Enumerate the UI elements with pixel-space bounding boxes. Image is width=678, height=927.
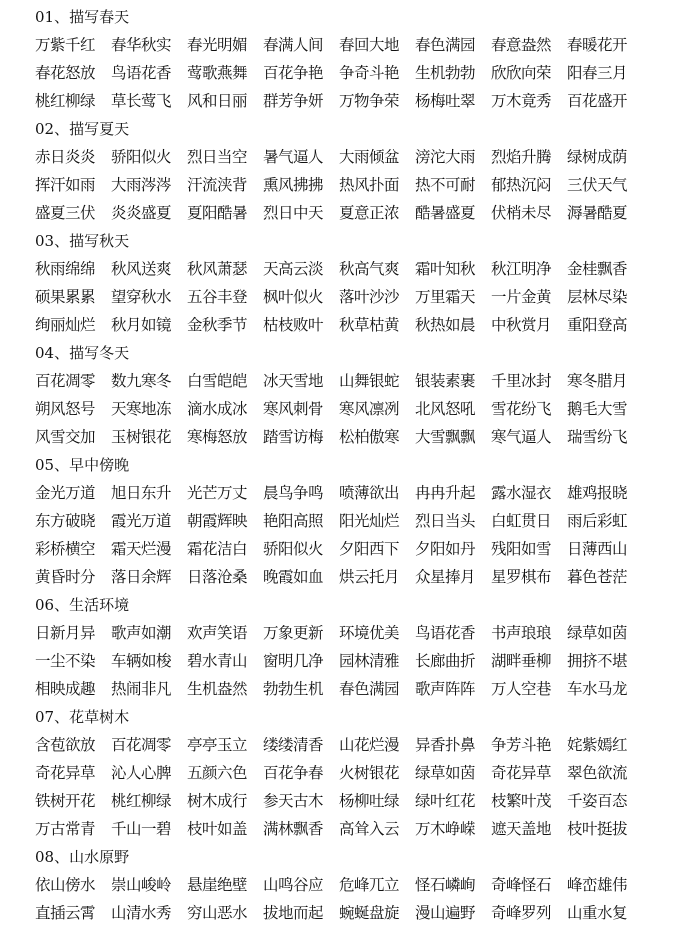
phrase: 寒风刺骨: [263, 400, 324, 418]
phrase: 异香扑鼻: [415, 736, 476, 754]
phrase: 春满人间: [263, 36, 324, 54]
phrase-row: [35, 367, 675, 395]
phrase: 晨鸟争鸣: [263, 484, 324, 502]
phrase: 滴水成冰: [187, 400, 248, 418]
phrase: 绿草如茵: [567, 624, 628, 642]
phrase: 热闹非凡: [111, 680, 172, 698]
phrase: 暑气逼人: [263, 148, 324, 166]
phrase-row: [35, 731, 675, 759]
phrase: 鹅毛大雪: [567, 400, 628, 418]
phrase: 万紫千红: [35, 36, 96, 54]
phrase: 寒冬腊月: [567, 372, 628, 390]
phrase: 秋月如镜: [111, 316, 172, 334]
phrase: 绿树成荫: [567, 148, 628, 166]
phrase-row: [35, 255, 675, 283]
phrase: 夏意正浓: [339, 204, 400, 222]
phrase: 骄阳似火: [263, 540, 324, 558]
section: [35, 591, 675, 703]
phrase: 日落沧桑: [187, 568, 248, 586]
phrase: 寒气逼人: [491, 428, 552, 446]
phrase: 枝叶如盖: [187, 820, 248, 838]
phrase: 众星捧月: [415, 568, 476, 586]
phrase: 盛夏三伏: [35, 204, 96, 222]
section: [35, 227, 675, 339]
phrase: 重阳登高: [567, 316, 628, 334]
section-title: 01、描写春天: [35, 8, 130, 26]
phrase-row: [35, 283, 675, 311]
phrase: 暮色苍茫: [567, 568, 628, 586]
phrase: 拥挤不堪: [567, 652, 628, 670]
phrase: 翠色欲流: [567, 764, 628, 782]
phrase: 北风怒吼: [415, 400, 476, 418]
phrase: 热风扑面: [339, 176, 400, 194]
phrase-row: [35, 171, 675, 199]
phrase: 枫叶似火: [263, 288, 324, 306]
phrase: 山花烂漫: [339, 736, 400, 754]
phrase: 东方破晓: [35, 512, 96, 530]
phrase: 雪花纷飞: [491, 400, 552, 418]
phrase: 汗流浃背: [187, 176, 248, 194]
phrase: 日薄西山: [567, 540, 628, 558]
phrase: 群芳争妍: [263, 92, 324, 110]
phrase: 遮天盖地: [491, 820, 552, 838]
phrase: 数九寒冬: [111, 372, 172, 390]
phrase: 万物争荣: [339, 92, 400, 110]
phrase: 一尘不染: [35, 652, 96, 670]
phrase-row: [35, 59, 675, 87]
section: [35, 339, 675, 451]
phrase: 秋风萧瑟: [187, 260, 248, 278]
phrase-row: [35, 199, 675, 227]
section: [35, 451, 675, 591]
phrase: 车辆如梭: [111, 652, 172, 670]
phrase: 百花争艳: [263, 64, 324, 82]
phrase: 大雨涔涔: [111, 176, 172, 194]
phrase: 烘云托月: [339, 568, 400, 586]
phrase: 烈日当空: [187, 148, 248, 166]
phrase: 高耸入云: [339, 820, 400, 838]
phrase: 春回大地: [339, 36, 400, 54]
phrase: 生机勃勃: [415, 64, 476, 82]
phrase: 玉树银花: [111, 428, 172, 446]
phrase: 百花凋零: [35, 372, 96, 390]
phrase: 酷暑盛夏: [415, 204, 476, 222]
phrase: 伏梢未尽: [491, 204, 552, 222]
phrase-row: [35, 815, 675, 843]
section: [35, 3, 675, 115]
phrase: 万古常青: [35, 820, 96, 838]
phrase: 绿叶红花: [415, 792, 476, 810]
phrase: 百花争春: [263, 764, 324, 782]
phrase: 霜天烂漫: [111, 540, 172, 558]
phrase: 万木竟秀: [491, 92, 552, 110]
section-title: 05、早中傍晚: [35, 456, 130, 474]
phrase: 桃红柳绿: [35, 92, 96, 110]
phrase-row: [35, 675, 675, 703]
phrase: 长廊曲折: [415, 652, 476, 670]
phrase: 烈日当头: [415, 512, 476, 530]
phrase: 寒风凛冽: [339, 400, 400, 418]
phrase: 奇峰怪石: [491, 876, 552, 894]
phrase: 天寒地冻: [111, 400, 172, 418]
phrase: 金光万道: [35, 484, 96, 502]
phrase-row: [35, 619, 675, 647]
phrase: 千里冰封: [491, 372, 552, 390]
phrase: 穷山恶水: [187, 904, 248, 922]
phrase: 峰峦雄伟: [567, 876, 628, 894]
section: [35, 843, 675, 927]
phrase-row: [35, 31, 675, 59]
phrase: 万人空巷: [491, 680, 552, 698]
phrase: 莺歌燕舞: [187, 64, 248, 82]
phrase: 艳阳高照: [263, 512, 324, 530]
phrase: 冉冉升起: [415, 484, 476, 502]
phrase: 勃勃生机: [263, 680, 324, 698]
phrase: 杨梅吐翠: [415, 92, 476, 110]
section: [35, 115, 675, 227]
phrase: 春华秋实: [111, 36, 172, 54]
phrase: 烈焰升腾: [491, 148, 552, 166]
phrase-row: [35, 143, 675, 171]
phrase: 三伏天气: [567, 176, 628, 194]
phrase: 春花怒放: [35, 64, 96, 82]
phrase: 姹紫嫣红: [567, 736, 628, 754]
phrase: 绚丽灿烂: [35, 316, 96, 334]
phrase-row: [35, 87, 675, 115]
section-title: 04、描写冬天: [35, 344, 130, 362]
phrase: 银装素裹: [415, 372, 476, 390]
phrase: 天高云淡: [263, 260, 324, 278]
phrase: 奇花异草: [491, 764, 552, 782]
phrase-row: [35, 479, 675, 507]
phrase: 树木成行: [187, 792, 248, 810]
phrase: 炎炎盛夏: [111, 204, 172, 222]
phrase: 霜花洁白: [187, 540, 248, 558]
phrase-row: [35, 787, 675, 815]
phrase: 踏雪访梅: [263, 428, 324, 446]
phrase: 湖畔垂柳: [491, 652, 552, 670]
phrase: 枝繁叶茂: [491, 792, 552, 810]
phrase: 挥汗如雨: [35, 176, 96, 194]
phrase-row: [35, 311, 675, 339]
phrase: 春意盎然: [491, 36, 552, 54]
section-title: 02、描写夏天: [35, 120, 130, 138]
phrase: 风雪交加: [35, 428, 96, 446]
phrase: 怪石嶙峋: [415, 876, 476, 894]
phrase: 晚霞如血: [263, 568, 324, 586]
phrase: 大雪飘飘: [415, 428, 476, 446]
phrase: 雨后彩虹: [567, 512, 628, 530]
phrase: 千姿百态: [567, 792, 628, 810]
phrase: 含苞欲放: [35, 736, 96, 754]
phrase: 千山一碧: [111, 820, 172, 838]
phrase: 漫山遍野: [415, 904, 476, 922]
phrase: 中秋赏月: [491, 316, 552, 334]
phrase: 铁树开花: [35, 792, 96, 810]
document-body: [35, 3, 675, 927]
phrase: 落叶沙沙: [339, 288, 400, 306]
phrase: 奇峰罗列: [491, 904, 552, 922]
section-title: 08、山水原野: [35, 848, 130, 866]
phrase-row: [35, 647, 675, 675]
phrase: 阳光灿烂: [339, 512, 400, 530]
phrase: 生机盎然: [187, 680, 248, 698]
phrase: 郁热沉闷: [491, 176, 552, 194]
phrase: 阳春三月: [567, 64, 628, 82]
phrase: 沁人心脾: [111, 764, 172, 782]
phrase: 争芳斗艳: [491, 736, 552, 754]
phrase: 秋雨绵绵: [35, 260, 96, 278]
phrase: 霞光万道: [111, 512, 172, 530]
phrase: 夏阳酷暑: [187, 204, 248, 222]
phrase: 碧水青山: [187, 652, 248, 670]
phrase: 一片金黄: [491, 288, 552, 306]
phrase: 秋草枯黄: [339, 316, 400, 334]
phrase: 鸟语花香: [111, 64, 172, 82]
phrase: 秋热如晨: [415, 316, 476, 334]
phrase: 春光明媚: [187, 36, 248, 54]
phrase-row: [35, 759, 675, 787]
phrase: 风和日丽: [187, 92, 248, 110]
phrase: 依山傍水: [35, 876, 96, 894]
phrase: 朝霞辉映: [187, 512, 248, 530]
phrase: 直插云霄: [35, 904, 96, 922]
phrase: 奇花异草: [35, 764, 96, 782]
phrase: 瑞雪纷飞: [567, 428, 628, 446]
phrase: 缕缕清香: [263, 736, 324, 754]
phrase: 亭亭玉立: [187, 736, 248, 754]
phrase-row: [35, 423, 675, 451]
phrase: 旭日东升: [111, 484, 172, 502]
phrase: 鸟语花香: [415, 624, 476, 642]
phrase: 春色满园: [339, 680, 400, 698]
phrase: 金桂飘香: [567, 260, 628, 278]
phrase: 山鸣谷应: [263, 876, 324, 894]
phrase: 歌声阵阵: [415, 680, 476, 698]
phrase: 争奇斗艳: [339, 64, 400, 82]
phrase-row: [35, 563, 675, 591]
phrase: 秋江明净: [491, 260, 552, 278]
phrase: 春色满园: [415, 36, 476, 54]
phrase-row: [35, 535, 675, 563]
phrase: 望穿秋水: [111, 288, 172, 306]
phrase: 山重水复: [567, 904, 628, 922]
phrase: 彩桥横空: [35, 540, 96, 558]
phrase: 霜叶知秋: [415, 260, 476, 278]
phrase: 夕阳西下: [339, 540, 400, 558]
phrase: 万木峥嵘: [415, 820, 476, 838]
phrase: 秋风送爽: [111, 260, 172, 278]
phrase: 窗明几净: [263, 652, 324, 670]
phrase: 歌声如潮: [111, 624, 172, 642]
phrase: 五颜六色: [187, 764, 248, 782]
phrase: 蜿蜒盘旋: [339, 904, 400, 922]
phrase: 热不可耐: [415, 176, 476, 194]
phrase: 冰天雪地: [263, 372, 324, 390]
phrase: 崇山峻岭: [111, 876, 172, 894]
phrase: 松柏傲寒: [339, 428, 400, 446]
section: [35, 703, 675, 843]
phrase: 书声琅琅: [491, 624, 552, 642]
phrase-row: [35, 899, 675, 927]
phrase: 相映成趣: [35, 680, 96, 698]
phrase: 溽暑酷夏: [567, 204, 628, 222]
phrase: 百花盛开: [567, 92, 628, 110]
phrase: 百花凋零: [111, 736, 172, 754]
phrase: 骄阳似火: [111, 148, 172, 166]
phrase: 绿草如茵: [415, 764, 476, 782]
phrase: 白雪皑皑: [187, 372, 248, 390]
phrase: 悬崖绝壁: [187, 876, 248, 894]
phrase: 露水湿衣: [491, 484, 552, 502]
phrase: 五谷丰登: [187, 288, 248, 306]
phrase: 火树银花: [339, 764, 400, 782]
phrase: 春暖花开: [567, 36, 628, 54]
phrase: 滂沱大雨: [415, 148, 476, 166]
phrase: 赤日炎炎: [35, 148, 96, 166]
phrase-row: [35, 871, 675, 899]
phrase: 雄鸡报晓: [567, 484, 628, 502]
phrase: 拔地而起: [263, 904, 324, 922]
phrase: 枯枝败叶: [263, 316, 324, 334]
phrase: 草长莺飞: [111, 92, 172, 110]
phrase: 星罗棋布: [491, 568, 552, 586]
phrase: 夕阳如丹: [415, 540, 476, 558]
phrase: 欢声笑语: [187, 624, 248, 642]
phrase: 金秋季节: [187, 316, 248, 334]
section-title: 03、描写秋天: [35, 232, 130, 250]
phrase: 危峰兀立: [339, 876, 400, 894]
phrase: 硕果累累: [35, 288, 96, 306]
phrase: 秋高气爽: [339, 260, 400, 278]
phrase: 满林飘香: [263, 820, 324, 838]
phrase: 朔风怒号: [35, 400, 96, 418]
section-title: 06、生活环境: [35, 596, 130, 614]
phrase: 枝叶挺拔: [567, 820, 628, 838]
phrase-row: [35, 507, 675, 535]
phrase: 喷薄欲出: [339, 484, 400, 502]
phrase: 光芒万丈: [187, 484, 248, 502]
phrase: 园林清雅: [339, 652, 400, 670]
phrase: 残阳如雪: [491, 540, 552, 558]
phrase: 山舞银蛇: [339, 372, 400, 390]
phrase: 桃红柳绿: [111, 792, 172, 810]
phrase: 熏风拂拂: [263, 176, 324, 194]
phrase: 万里霜天: [415, 288, 476, 306]
phrase: 落日余辉: [111, 568, 172, 586]
phrase: 大雨倾盆: [339, 148, 400, 166]
phrase: 黄昏时分: [35, 568, 96, 586]
phrase: 参天古木: [263, 792, 324, 810]
phrase: 日新月异: [35, 624, 96, 642]
phrase: 烈日中天: [263, 204, 324, 222]
phrase: 杨柳吐绿: [339, 792, 400, 810]
phrase: 山清水秀: [111, 904, 172, 922]
section-title: 07、花草树木: [35, 708, 130, 726]
phrase: 车水马龙: [567, 680, 628, 698]
phrase: 万象更新: [263, 624, 324, 642]
phrase-row: [35, 395, 675, 423]
phrase: 环境优美: [339, 624, 400, 642]
phrase: 欣欣向荣: [491, 64, 552, 82]
phrase: 层林尽染: [567, 288, 628, 306]
phrase: 寒梅怒放: [187, 428, 248, 446]
phrase: 白虹贯日: [491, 512, 552, 530]
